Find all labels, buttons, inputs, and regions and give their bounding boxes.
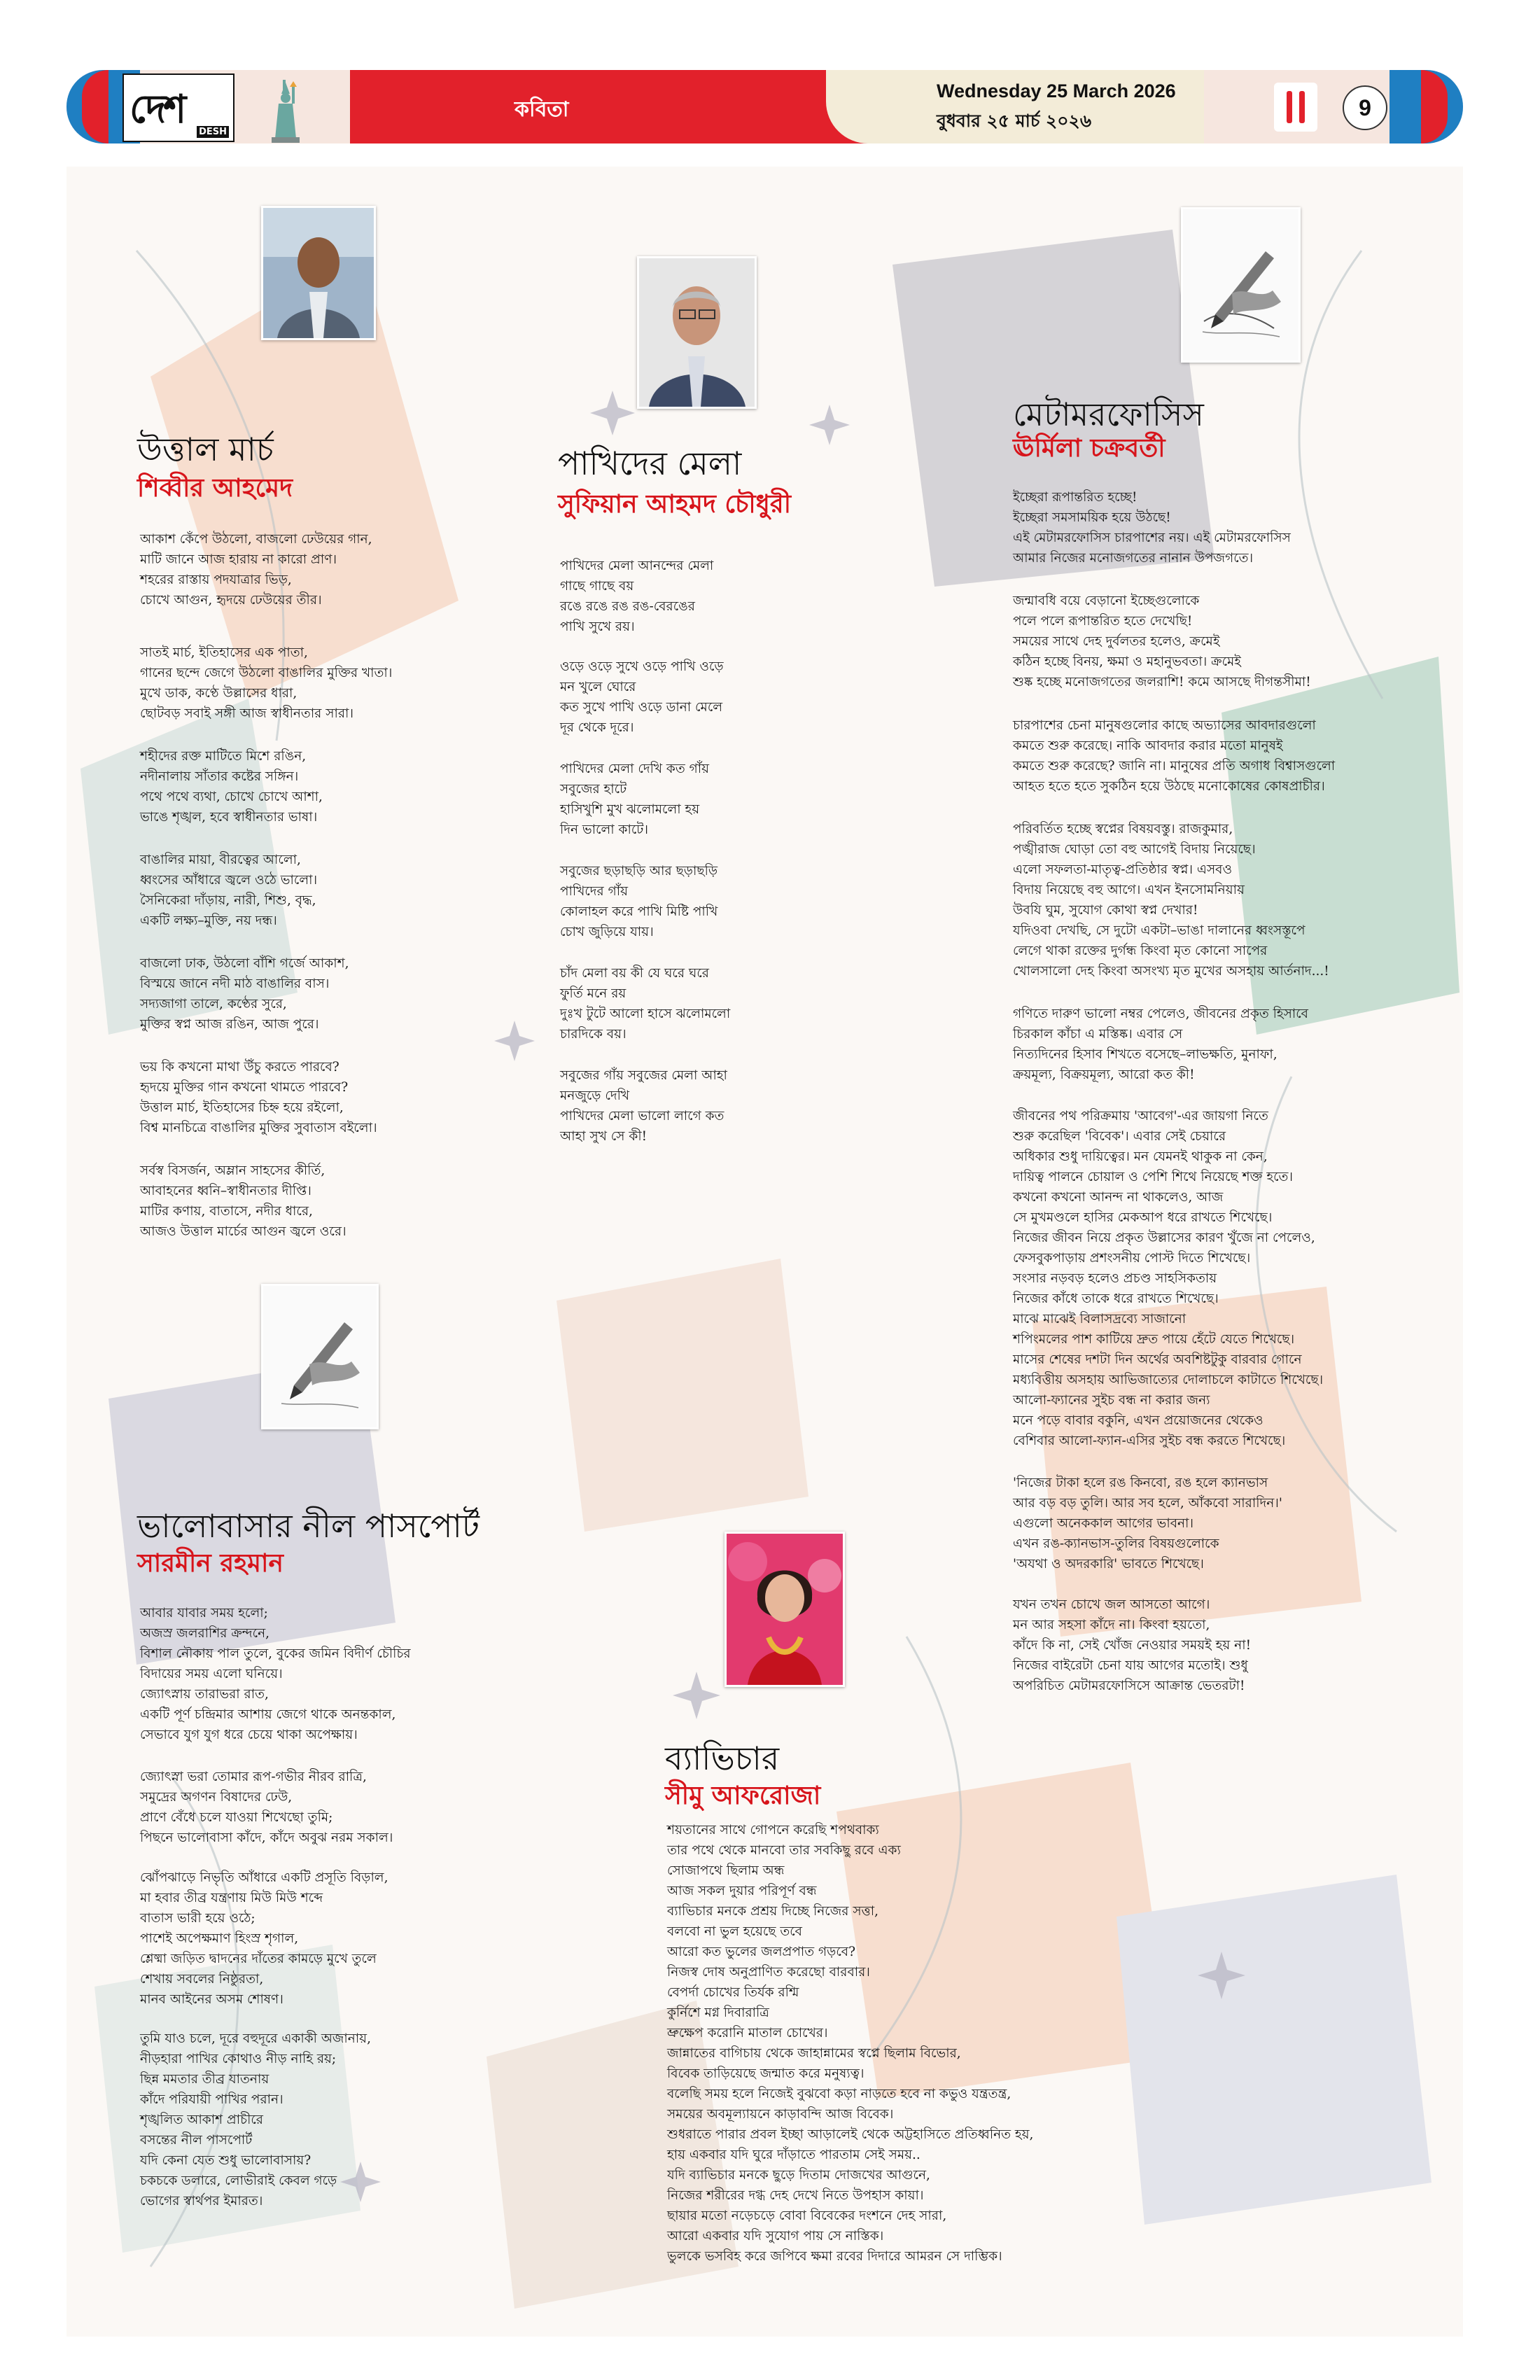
poem-author: সীমু আফরোজা bbox=[665, 1782, 821, 1810]
stanza: চারপাশের চেনা মানুষগুলোর কাছে অভ্যাসের আবদারগুলো কমতে শুরু করেছে। নাকি আবদার করার মতো মানুষই কমতে শুরু করেছে? জানি না। মানুষের প্রতি অগাধ বিশ্বাসগুলো আহত হতে হতে সুকঠিন হয়ে উঠছে মনোকোষের কোষপ্রাচীর। bbox=[1013, 718, 1336, 794]
stanza: তুমি যাও চলে, দূরে বহুদূরে একাকী অজানায়, নীড়হারা পাখির কোথাও নীড় নাহি রয়; ছিন্ন মমতার তীব্র যাতনায় কাঁদে পরিযায়ী পাখির পরান। শৃঙ্খলিত আকাশ প্রাচীরে বসন্তের নীল পাসপোর্ট যদি কেনা যেত শুধু ভালোবাসায়? চকচকে ডলারে, লোভীরাই কেবল গড়ে ভোগের স্বার্থপর ইমারত। bbox=[140, 2031, 371, 2208]
stanza: পাখিদের মেলা দেখি কত গাঁয় সবুজের হাটে হাসিখুশি মুখ ঝলোমলো হয় দিন ভালো কাটে। bbox=[560, 762, 710, 837]
stanza: জন্মাবধি বয়ে বেড়ানো ইচ্ছেগুলোকে পলে পলে রূপান্তরিত হতে দেখেছি! সময়ের সাথে দেহ দুর্বলতর হলেও, ক্রমেই কঠিন হচ্ছে বিনয়, ক্ষমা ও মহানুভবতা। ক্রমেই শুষ্ক হচ্ছে মনোজগতের জলরাশি! কমে আসছে দীগন্তসীমা! bbox=[1013, 594, 1311, 690]
stanza: জীবনের পথ পরিক্রমায় 'আবেগ'-এর জায়গা নিতে শুরু করেছিল 'বিবেক'। এবার সেই চেয়ারে অধিকার শুধু দায়িত্বের। মন যেমনই থাকুক না কেন, দায়িত্ব পালনে চোয়াল ও পেশি শিথে নিয়েছে শক্ত হতে। কখনো কখনো আনন্দ না থাকলেও, আজ সে মুখমণ্ডলে হাসির মেকআপ ধরে রাখতে শিখেছে। নিজের জীবন নিয়ে প্রকৃত উল্লাসের কারণ খুঁজে না পেলেও, ফেসবুকপাড়ায় প্রশংসনীয় পোস্ট দিতে শিখেছে। সংসার নড়বড় হলেও প্রচণ্ড সাহসিকতায় নিজের কাঁধে তাকে ধরে রাখতে শিখেছে। মাঝে মাঝেই বিলাসদ্রব্যে সাজানো শপিংমলের পাশ কাটিয়ে দ্রুত পায়ে হেঁটে যেতে শিখেছে। মাসের শেষের দশটা দিন অর্থের অবশিষ্টটুকু বারবার গোনে মধ্যবিত্তীয় অসহায় আভিজাত্যের দোলাচলে কাটাতে শিখেছে। আলো-ফ্যানের সুইচ বন্ধ না করার জন্য মনে পড়ে বাবার বকুনি, এখন প্রয়োজনের থেকেও বেশিবার আলো-ফ্যান-এসির সুইচ বন্ধ করতে শিখেছে। bbox=[1013, 1109, 1324, 1448]
author-photo bbox=[724, 1532, 845, 1687]
desh-logo bbox=[122, 74, 234, 142]
stanza: ঝোঁপঝাড়ে নিভৃতি আঁধারে একটি প্রসূতি বিড়াল, মা হবার তীব্র যন্ত্রণায় মিউ মিউ শব্দে বাতাস ভারী হয়ে ওঠে; পাশেই অপেক্ষমাণ হিংস্র শৃগাল, শ্লেষ্মা জড়িত দ্বাদনের দাঁতের কামড়ে মুখে তুলে শেখায় সবলের নিষ্ঠুরতা, মানব আইনের অসম শোষণ। bbox=[140, 1870, 388, 2007]
stanza: শয়তানের সাথে গোপনে করেছি শপথবাক্য তার পথে থেকে মানবো তার সবকিছু রবে এক্য সোজাপথে ছিলাম অন্ধ আজ সকল দুয়ার পরিপূর্ণ বন্ধ ব্যাভিচার মনকে প্রশ্রয় দিচ্ছে নিজের সত্তা, বলবো না ভুল হয়েছে তবে আরো কত ভুলের জলপ্রপাত গড়বে? নিজস্ব দোষ অনুপ্রাণিত করেছো বারবার। বেপর্দা চোখের তির্যক রশ্মি কুর্নিশে মগ্ন দিবারাত্রি ভ্রুক্ষেপ করোনি মাতাল চোখের। জান্নাতের বাগিচায় থেকে জাহান্নামের স্বপ্নে ছিলাম বিভোর, বিবেক তাড়িয়েছে জন্মাত করে মনুষ্যত্ব। বলেছি সময় হলে নিজেই বুঝবো কড়া নাড়তে হবে না কভুও যন্ত্রতন্ত্র, সময়ের অবমূল্যায়নে কাড়াবন্দি আজ বিবেক। শুধরাতে পারার প্রবল ইচ্ছা আড়ালেই থেকে অট্টহাসিতে প্রতিধ্বনিত হয়, হায় একবার যদি ঘুরে দাঁড়াতে পারতাম সেই সময়.. যদি ব্যাভিচার মনকে ছুড়ে দিতাম দোজখের আগুনে, নিজের শরীরের দগ্ধ দেহ দেখে নিতে উপহাস কায়া। ছায়ার মতো নড়েচড়ে বোবা বিবেকের দংশনে দেহ সারা, আরো একবার যদি সুযোগ পায় সে নাস্তিক। ভুলকে ভসবিহ করে জপিবে ক্ষমা রবের দিদারে আমরন সে দাম্ভিক। bbox=[667, 1823, 1034, 2264]
stanza: বাজলো ঢাক, উঠলো বাঁশি গর্জে আকাশ, বিস্ময়ে জানে নদী মাঠ বাঙালির বাস। সদ্যজাগা তালে, কণ্ঠের সুরে, মুক্তির স্বপ্ন আজ রঙিন, আজ পুরে। bbox=[140, 956, 349, 1032]
stanza: ওড়ে ওড়ে সুখে ওড়ে পাখি ওড়ে মন খুলে ঘোরে কত সুখে পাখি ওড়ে ডানা মেলে দূর থেকে দূরে। bbox=[560, 659, 724, 735]
poem-author: সুফিয়ান আহমদ চৌধুরী bbox=[558, 490, 792, 519]
stanza: শহীদের রক্ত মাটিতে মিশে রঙিন, নদীনালায় সাঁতার কষ্টের সঙ্গিন। পথে পথে ব্যথা, চোখে চোখে আশা, ভাঙে শৃঙ্খল, হবে স্বাধীনতার ভাষা। bbox=[140, 749, 323, 825]
poem-title: ভালোবাসার নীল পাসপোর্ট bbox=[137, 1507, 479, 1545]
stanza: যখন তখন চোখে জল আসতো আগে। মন আর সহসা কাঁদে না। কিংবা হয়তো, কাঁদে কি না, সেই খোঁজ নেওয়ার সময়ই হয় না! নিজের বাইরেটা চেনা যায় আগের মতোই। শুধু অপরিচিত মেটামরফোসিসে আক্রান্ত ভেতরটা! bbox=[1013, 1597, 1252, 1693]
date-english: Wednesday 25 March 2026 bbox=[937, 80, 1176, 102]
pen-sketch-illustration bbox=[1181, 207, 1301, 363]
stanza: সবুজের গাঁয় সবুজের মেলা আহা মনজুড়ে দেখি পাখিদের মেলা ভালো লাগে কত আহা সুখ সে কী! bbox=[560, 1068, 727, 1144]
stanza: পরিবর্তিত হচ্ছে স্বপ্নের বিষয়বস্তু। রাজকুমার, পঙ্খীরাজ ঘোড়া তো বহু আগেই বিদায় নিয়েছে। এলো সফলতা-মাতৃত্ব-প্রতিষ্ঠার স্বপ্ন। এসবও বিদায় নিয়েছে বহু আগে। এখন ইনসোমনিয়ায় উবযি ঘুম, সুযোগ কোথা স্বপ্ন দেখার! যদিওবা দেখছি, সে দুটো একটা–ভাঙা দালানের ধ্বংসস্তূপে লেগে থাকা রক্তের দুর্গন্ধ কিংবা মৃত কোনো সাপের খোলসালো দেহ কিংবা অসংখ্য মৃত মুখের অসহায় আর্তনাদ...! bbox=[1013, 822, 1329, 979]
poem-author: সারমীন রহমান bbox=[137, 1549, 284, 1578]
stanza: জ্যোৎস্না ভরা তোমার রূপ-গভীর নীরব রাত্রি, সমুদ্রের অগণন বিষাদের ঢেউ, প্রাণে বেঁধে চলে যাওয়া শিখেছো তুমি; পিছনে ভালোবাসা কাঁদে, কাঁদে অবুঝ নরম সকাল। bbox=[140, 1770, 393, 1845]
poetry-page bbox=[66, 167, 1463, 2337]
poem-title: ব্যাভিচার bbox=[665, 1740, 780, 1777]
date-bangla: বুধবার ২৫ মার্চ ২০২৬ bbox=[937, 111, 1092, 131]
stanza: 'নিজের টাকা হলে রঙ কিনবো, রঙ হলে ক্যানভাস আর বড় বড় তুলি। আর সব হলে, আঁকবো সারাদিন।' এগুলো অনেককাল আগের ভাবনা। এখন রঙ-ক্যানভাস-তুলির বিষয়গুলোকে 'অযথা ও অদরকারি' ভাবতে শিখেছে। bbox=[1013, 1476, 1282, 1572]
stanza: সবুজের ছড়াছড়ি আর ছড়াছড়ি পাখিদের গাঁয় কোলাহল করে পাখি মিষ্টি পাখি চোখ জুড়িয়ে যায়। bbox=[560, 864, 718, 939]
pen-sketch-illustration bbox=[261, 1284, 379, 1429]
stanza: সর্বস্ব বিসর্জন, অম্লান সাহসের কীর্তি, আবাহনের ধ্বনি–স্বাধীনতার দীপ্তি। মাটির কণায়, বাতাসে, নদীর ধারে, আজও উত্তাল মার্চের আগুন জ্বলে ওরে। bbox=[140, 1163, 346, 1239]
page-header bbox=[0, 0, 1540, 161]
statue-of-liberty-icon bbox=[258, 77, 314, 144]
stanza: পাখিদের মেলা আনন্দের মেলা গাছে গাছে বয় রঙে রঙে রঙ রঙ-বেরঙের পাখি সুখে রয়। bbox=[560, 559, 714, 634]
poem-title: উত্তাল মার্চ bbox=[137, 430, 274, 468]
logo-wordmark: দেশ bbox=[130, 87, 184, 132]
stanza: আবার যাবার সময় হলো; অজস্র জলরাশির ক্রন্দনে, বিশাল নৌকায় পাল তুলে, বুকের জমিন বিদীর্ণ চৌচির বিদায়ের সময় এলো ঘনিয়ে। জ্যোৎস্নায় তারাভরা রাত, একটি পূর্ণ চন্দ্রিমার আশায় জেগে থাকে অনন্তকাল, সেভাবে যুগ যুগ ধরে চেয়ে থাকা অপেক্ষায়। bbox=[140, 1606, 411, 1742]
logo-sub: DESH bbox=[197, 126, 229, 138]
page-number: 9 bbox=[1343, 85, 1387, 130]
stanza: আকাশ কেঁপে উঠলো, বাজলো ঢেউয়ের গান, মাটি জানে আজ হারায় না কারো প্রাণ। শহরের রাস্তায় পদযাত্রার ভিড়, চোখে আগুন, হৃদয়ে ঢেউয়ের তীর। bbox=[140, 532, 372, 608]
stanza: চাঁদ মেলা বয় কী যে ঘরে ঘরে ফুর্তি মনে রয় দুঃখ টুটে আলো হাসে ঝলোমলো চারদিকে বয়। bbox=[560, 966, 731, 1042]
author-photo bbox=[261, 206, 376, 340]
pause-icon bbox=[1274, 83, 1317, 132]
section-title: কবিতা bbox=[514, 97, 569, 122]
poem-title: পাখিদের মেলা bbox=[558, 444, 742, 482]
stanza: ইচ্ছেরা রূপান্তরিত হচ্ছে! ইচ্ছেরা সমসাময়িক হয়ে উঠছে! এই মেটামরফোসিস চারপাশের নয়। এই মেটামরফোসিস আমার নিজের মনোজগতের নানান উপজগতে। bbox=[1013, 490, 1291, 566]
poem-title: মেটামরফোসিস bbox=[1013, 396, 1204, 433]
stanza: ভয় কি কখনো মাথা উঁচু করতে পারবে? হৃদয়ে মুক্তির গান কখনো থামতে পারবে? উত্তাল মার্চ, ইতিহাসের চিহ্ন হয়ে রইলো, বিশ্ব মানচিত্রে বাঙালির মুক্তির সুবাতাস বইলো। bbox=[140, 1060, 377, 1135]
stanza: বাঙালির মায়া, বীরত্বের আলো, ধ্বংসের আঁধারে জ্বলে ওঠে ভালো। সৈনিকেরা দাঁড়ায়, নারী, শিশু, বৃদ্ধ, একটি লক্ষ্য–মুক্তি, নয় দন্ধ। bbox=[140, 853, 318, 928]
poem-author: ঊর্মিলা চক্রবর্তী bbox=[1013, 434, 1166, 463]
author-photo bbox=[637, 256, 757, 409]
stanza: গণিতে দারুণ ভালো নম্বর পেলেও, জীবনের প্রকৃত হিসাবে চিরকাল কাঁচা এ মস্তিষ্ক। এবার সে নিত্যদিনের হিসাব শিখতে বসেছে–লাভক্ষতি, মুনাফা, ক্রয়মূল্য, বিক্রয়মূল্য, আরো কত কী! bbox=[1013, 1007, 1308, 1082]
poem-author: শিব্বীর আহমেদ bbox=[137, 474, 293, 503]
stanza: সাতই মার্চ, ইতিহাসের এক পাতা, গানের ছন্দে জেগে উঠলো বাঙালির মুক্তির খাতা। মুখে ডাক, কণ্ঠে উল্লাসের ধারা, ছোটবড় সবাই সঙ্গী আজ স্বাধীনতার সারা। bbox=[140, 645, 393, 721]
header-cap-right bbox=[1390, 70, 1463, 144]
